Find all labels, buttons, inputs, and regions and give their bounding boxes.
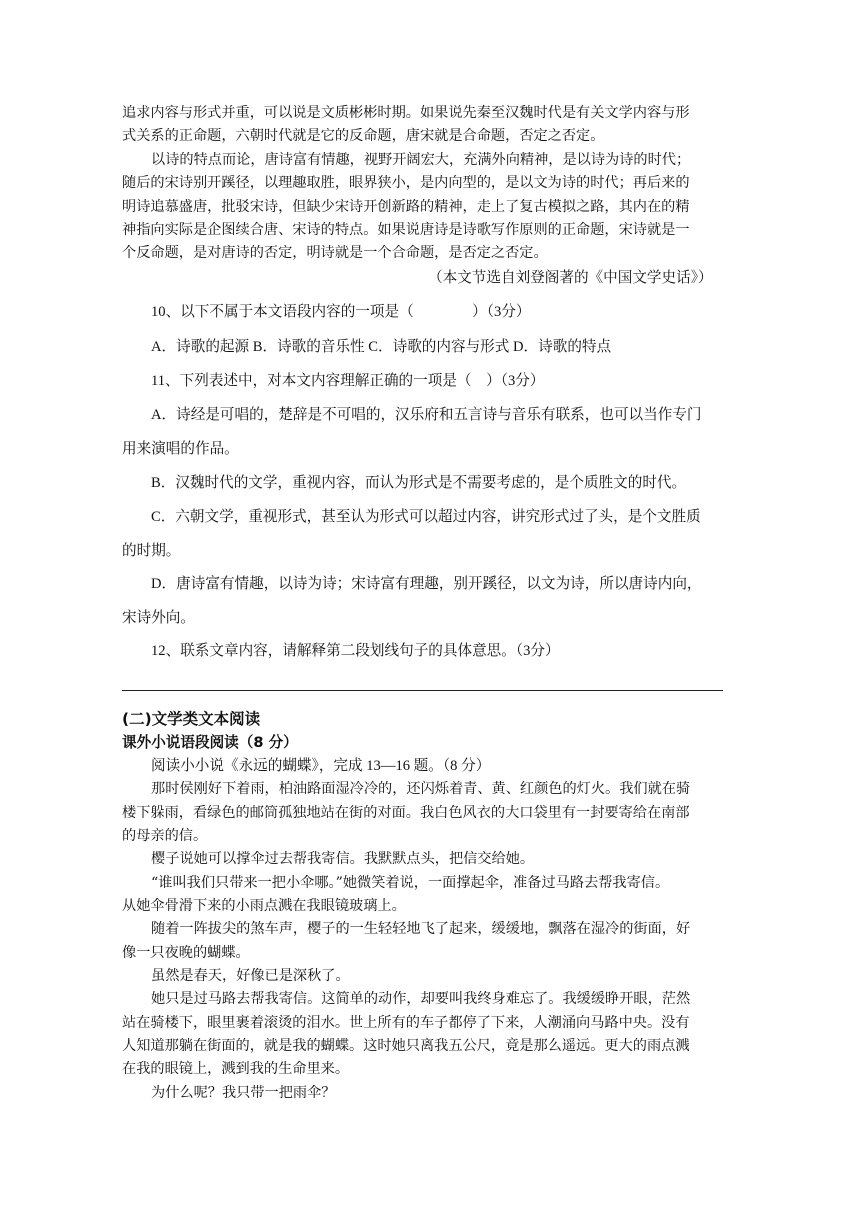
- passage-line: 个反命题，是对唐诗的否定，明诗就是一个合命题，是否定之否定。: [122, 245, 548, 261]
- passage-line: 式关系的正命题，六朝时代就是它的反命题，唐宋就是合命题，否定之否定。: [122, 128, 605, 144]
- passage-line: 以诗的特点而论，唐诗富有情趣，视野开阔宏大，充满外向精神，是以诗为诗的时代；: [151, 152, 691, 168]
- section-heading: (二)文学类文本阅读: [122, 710, 261, 728]
- question-11: 11、下列表述中，对本文内容理解正确的一项是（ ）（3分）: [151, 373, 545, 389]
- passage-line: 明诗追慕盛唐，批驳宋诗，但缺少宋诗开创新路的精神，走上了复古模拟之路，其内在的精: [122, 199, 690, 215]
- question-10-options: A．诗歌的起源 B．诗歌的音乐性 C．诗歌的内容与形式 D．诗歌的特点: [151, 339, 612, 355]
- question-11-option-c: C．六朝文学，重视形式，甚至认为形式可以超过内容，讲究形式过了头，是个文胜质: [151, 509, 701, 525]
- reading-instruction: 阅读小小说《永远的蝴蝶》，完成 13—16 题。（8 分）: [151, 758, 491, 774]
- story-line: 站在骑楼下，眼里裹着滚烫的泪水。世上所有的车子都停了下来，人潮涌向马路中央。没有: [122, 1015, 690, 1031]
- section-divider: [122, 690, 723, 691]
- story-line: 在我的眼镜上，溅到我的生命里来。: [122, 1061, 350, 1077]
- passage-line: 追求内容与形式并重，可以说是文质彬彬时期。如果说先秦至汉魏时代是有关文学内容与形: [122, 105, 690, 121]
- story-line: 她只是过马路去帮我寄信。这简单的动作，却要叫我终身难忘了。我缓缓睁开眼，茫然: [151, 991, 691, 1007]
- story-line: 为什么呢？我只带一把雨伞？: [151, 1085, 336, 1101]
- story-line: “谁叫我们只带来一把小伞哪。”她微笑着说，一面撑起伞，准备过马路去帮我寄信。: [151, 875, 670, 891]
- story-line: 的母亲的信。: [122, 828, 208, 844]
- section-subheading: 课外小说语段阅读（8 分）: [122, 734, 298, 751]
- story-line: 随着一阵拔尖的煞车声，樱子的一生轻轻地飞了起来，缓缓地，飘落在湿冷的街面，好: [151, 921, 691, 937]
- question-11-option-b: B．汉魏时代的文学，重视内容，而认为形式是不需要考虑的，是个质胜文的时代。: [151, 475, 687, 491]
- story-line: 那时侯刚好下着雨，柏油路面湿冷冷的，还闪烁着青、黄、红颜色的灯火。我们就在骑: [151, 781, 691, 797]
- source-citation: （本文节选自刘登阁著的《中国文学史话》）: [428, 270, 713, 286]
- passage-line: 随后的宋诗别开蹊径，以理趣取胜，眼界狭小，是内向型的，是以文为诗的时代；再后来的: [122, 175, 690, 191]
- story-line: 楼下躲雨，看绿色的邮筒孤独地站在街的对面。我白色风衣的大口袋里有一封要寄给在南部: [122, 805, 690, 821]
- question-12: 12、联系文章内容，请解释第二段划线句子的具体意思。（3分）: [151, 643, 560, 659]
- question-11-option-a: A．诗经是可唱的，楚辞是不可唱的，汉乐府和五言诗与音乐有联系，也可以当作专门: [151, 407, 702, 423]
- question-11-option-c-cont: 的时期。: [122, 543, 181, 559]
- story-line: 虽然是春天，好像已是深秋了。: [151, 968, 350, 984]
- question-11-option-d-cont: 宋诗外向。: [122, 610, 195, 626]
- story-line: 从她伞骨滑下来的小雨点溅在我眼镜玻璃上。: [122, 898, 406, 914]
- question-11-option-a-cont: 用来演唱的作品。: [122, 441, 239, 457]
- question-11-option-d: D．唐诗富有情趣，以诗为诗；宋诗富有理趣，别开蹊径，以文为诗，所以唐诗内向，: [151, 576, 702, 592]
- story-line: 樱子说她可以撑伞过去帮我寄信。我默默点头，把信交给她。: [151, 851, 535, 867]
- story-line: 像一只夜晚的蝴蝶。: [122, 945, 250, 961]
- question-10: 10、以下不属于本文语段内容的一项是（ ）（3分）: [151, 304, 531, 320]
- passage-line: 神指向实际是企图续合唐、宋诗的特点。如果说唐诗是诗歌写作原则的正命题，宋诗就是一: [122, 222, 690, 238]
- story-line: 人知道那躺在街面的，就是我的蝴蝶。这时她只离我五公尺，竟是那么遥远。更大的雨点溅: [122, 1038, 690, 1054]
